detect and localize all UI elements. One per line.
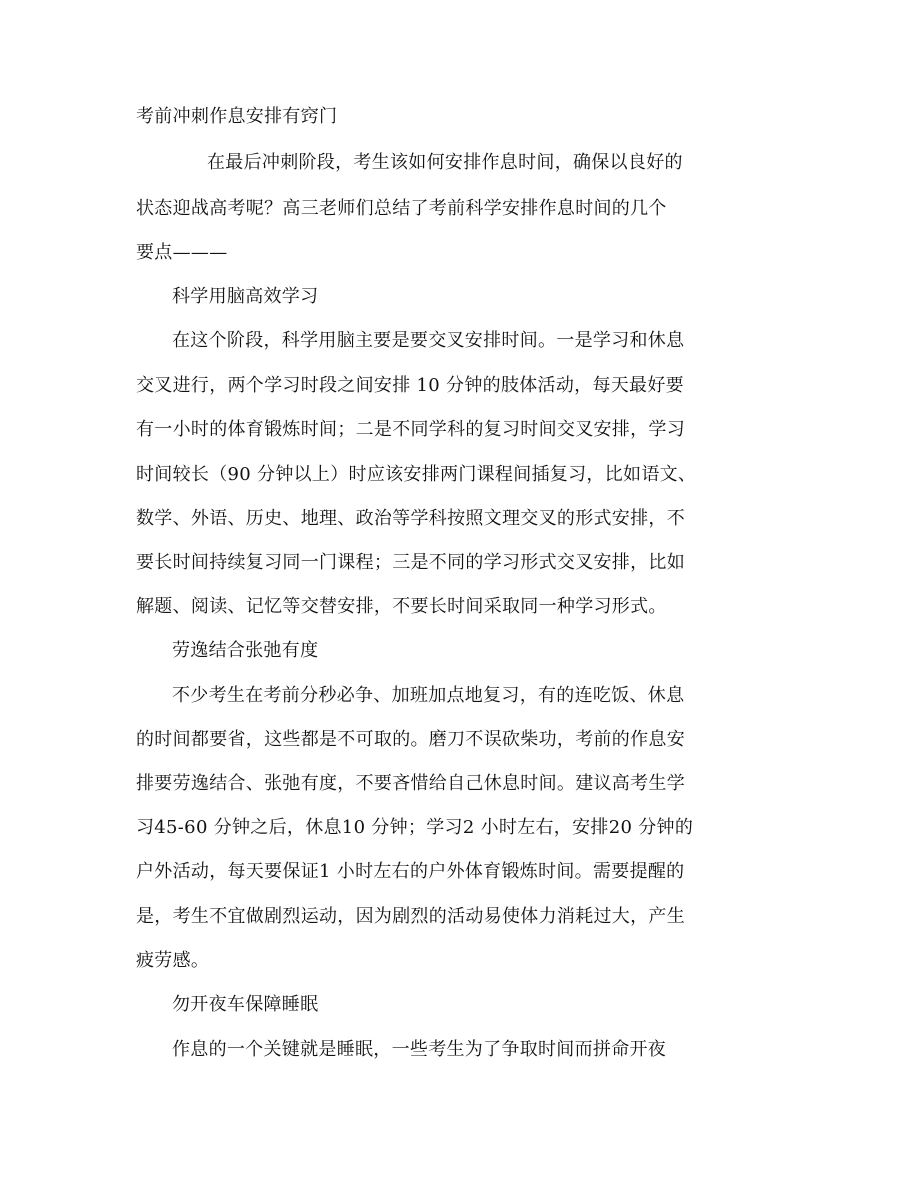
body-line: 在这个阶段，科学用脑主要是要交叉安排时间。一是学习和休息 [172,330,685,351]
section-heading: 科学用脑高效学习 [172,286,319,307]
body-line: 有一小时的体育锻炼时间；二是不同学科的复习时间交叉安排，学习 [136,419,685,440]
body-line: 习45-60 分钟之后，休息10 分钟；学习2 小时左右，安排20 分钟的 [136,817,694,838]
document-title: 考前冲刺作息安排有窍门 [136,106,338,127]
body-line: 交叉进行，两个学习时段之间安排 10 分钟的肢体活动，每天最好要 [136,375,684,396]
body-line: 解题、阅读、记忆等交替安排，不要长时间采取同一种学习形式。 [136,596,667,617]
body-line: 疲劳感。 [136,950,210,971]
intro-line: 状态迎战高考呢？高三老师们总结了考前科学安排作息时间的几个 [136,198,667,219]
intro-line: 在最后冲刺阶段，考生该如何安排作息时间，确保以良好的 [207,152,683,173]
body-line: 排要劳逸结合、张弛有度，不要吝惜给自己休息时间。建议高考生学 [136,773,685,794]
section-heading: 勿开夜车保障睡眠 [172,994,319,1015]
body-line: 不少考生在考前分秒必争、加班加点地复习，有的连吃饭、休息 [172,685,685,706]
body-line: 要长时间持续复习同一门课程；三是不同的学习形式交叉安排，比如 [136,552,685,573]
body-line: 时间较长（90 分钟以上）时应该安排两门课程间插复习，比如语文、 [136,464,697,485]
intro-line: 要点——— [136,242,228,263]
section-heading: 劳逸结合张弛有度 [172,640,319,661]
body-line: 的时间都要省，这些都是不可取的。磨刀不误砍柴功，考前的作息安 [136,729,685,750]
body-line: 作息的一个关键就是睡眠，一些考生为了争取时间而拼命开夜 [172,1039,667,1060]
body-line: 是，考生不宜做剧烈运动，因为剧烈的活动易使体力消耗过大，产生 [136,906,685,927]
body-line: 数学、外语、历史、地理、政治等学科按照文理交叉的形式安排，不 [136,508,685,529]
body-line: 户外活动，每天要保证1 小时左右的户外体育锻炼时间。需要提醒的 [136,861,685,882]
